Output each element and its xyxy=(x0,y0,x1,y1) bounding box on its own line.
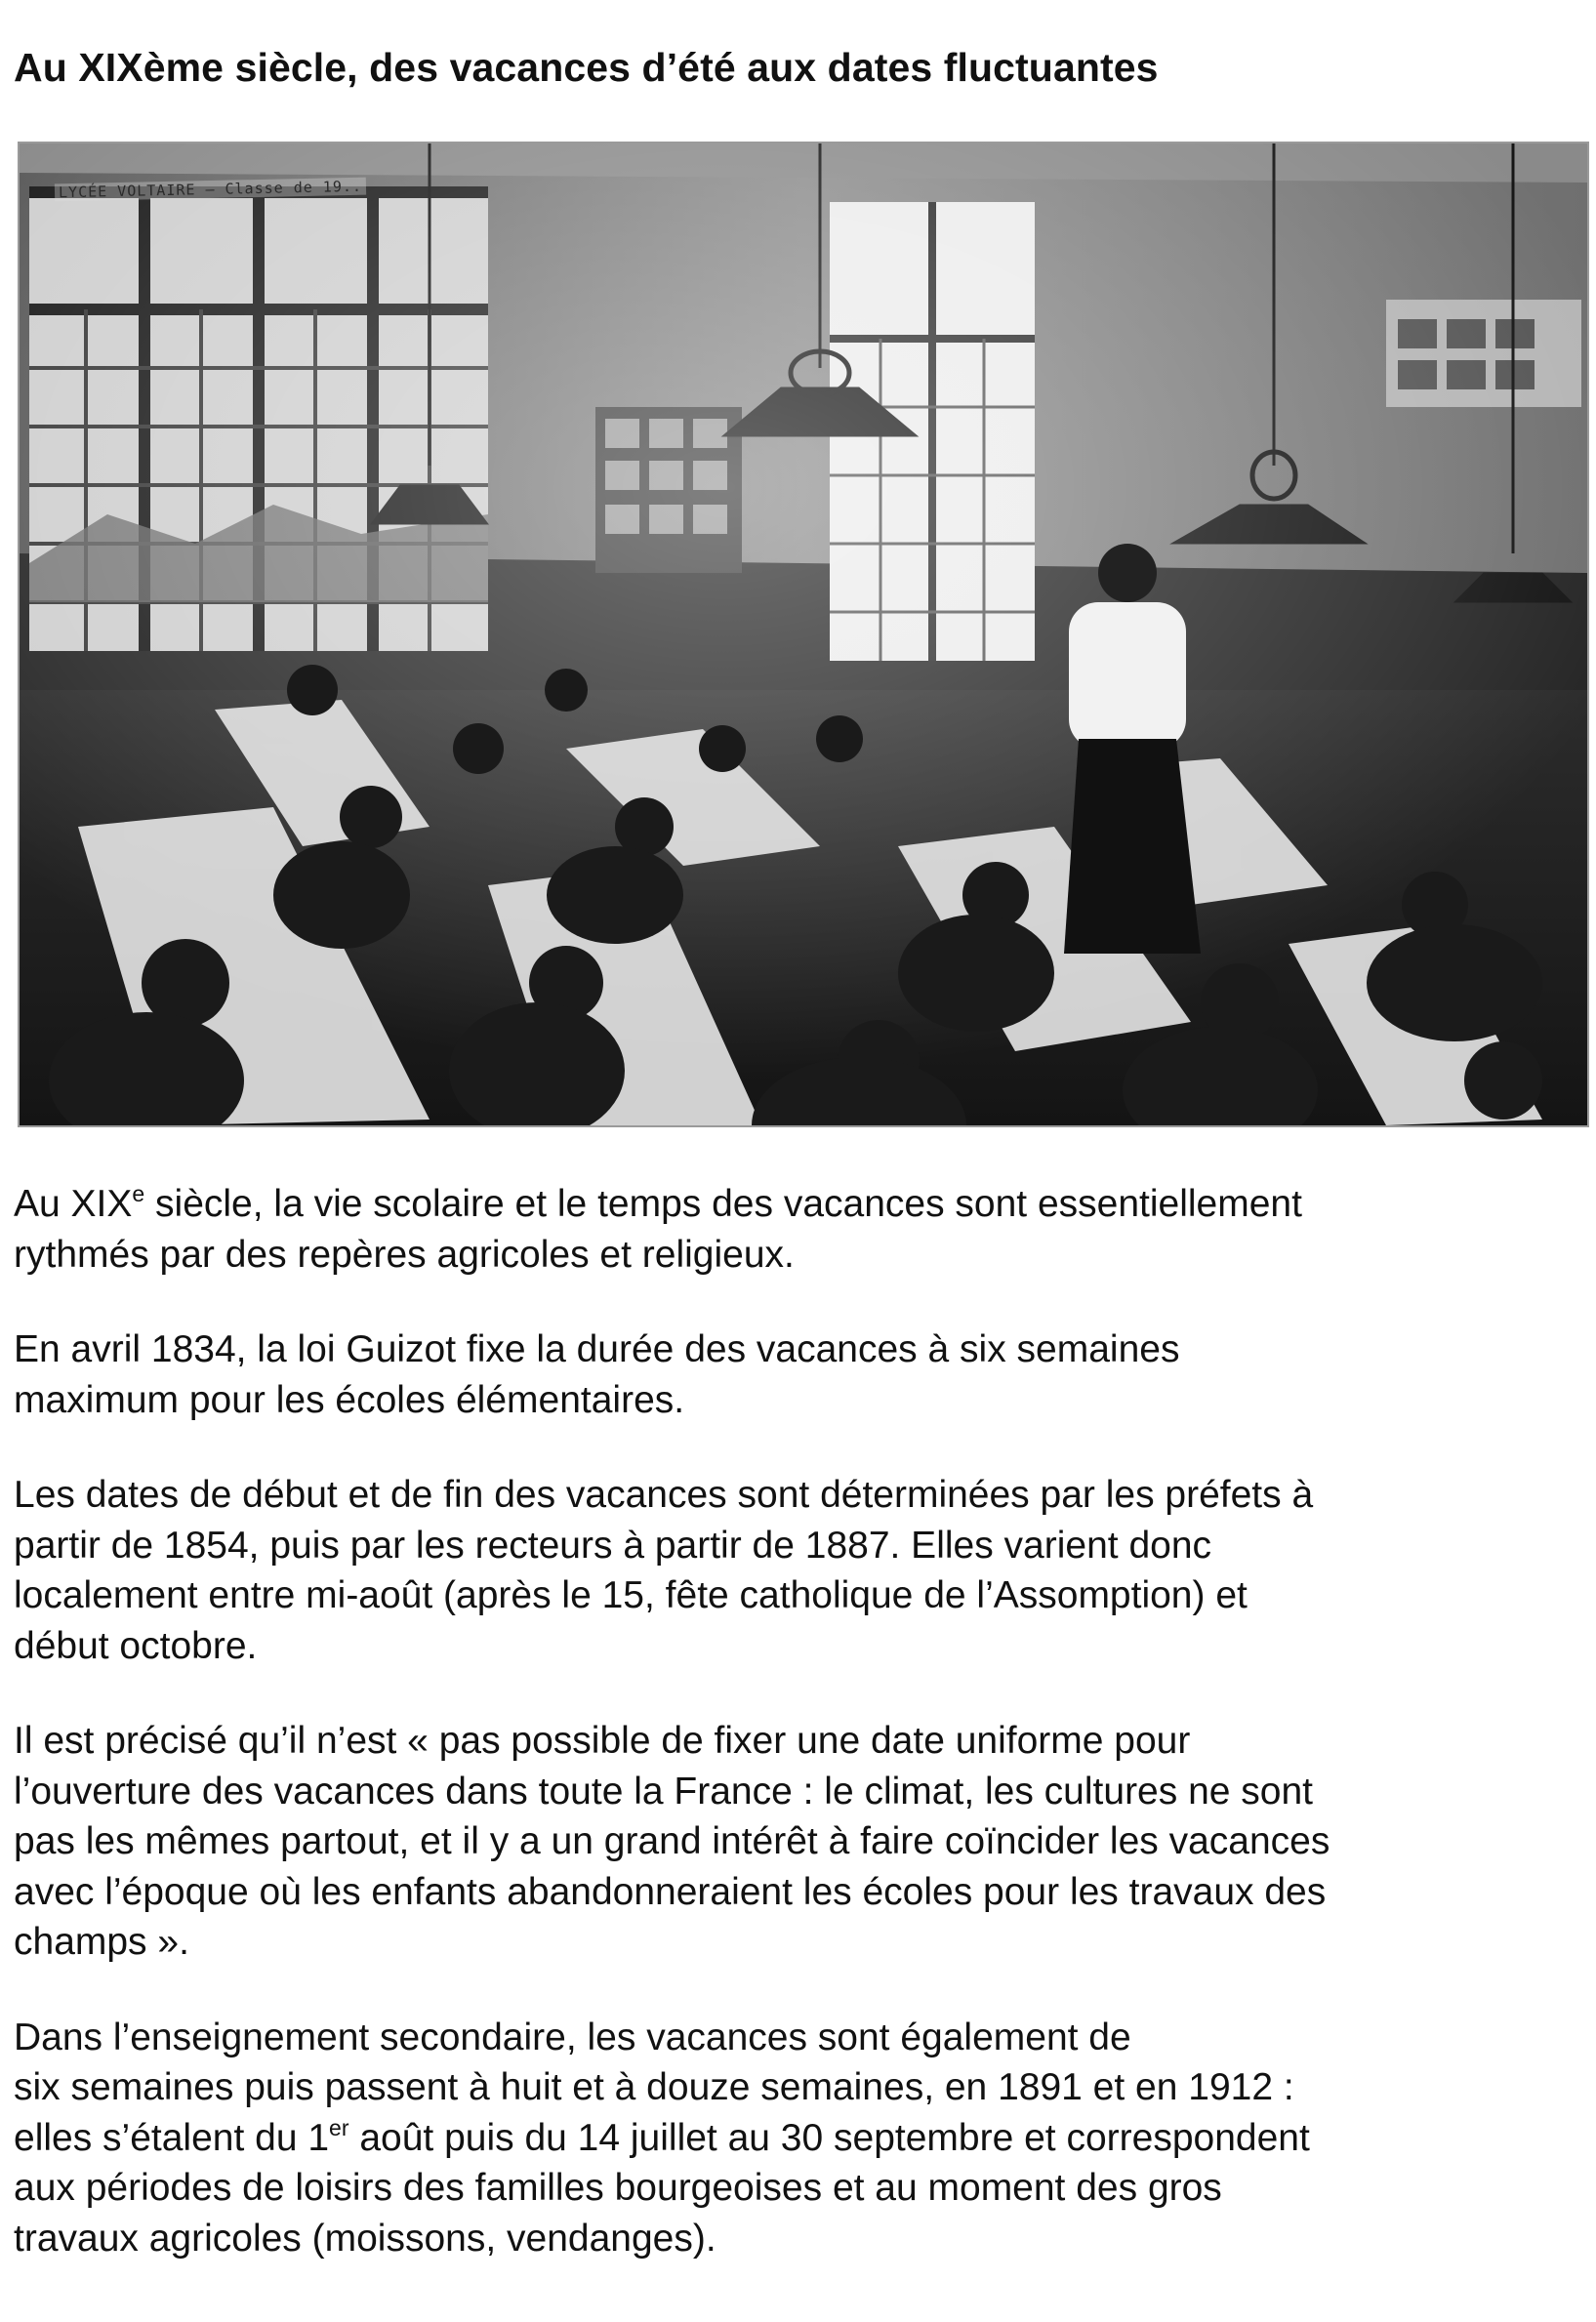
p1-line-2: rythmés par des repères agricoles et religieux. xyxy=(14,1233,795,1276)
p4-line-2: l’ouverture des vacances dans toute la France : le climat, les cultures ne sont xyxy=(14,1770,1314,1813)
p5-line-5: travaux agricoles (moissons, vendanges). xyxy=(14,2217,716,2260)
page-title: Au XIXème siècle, des vacances d’été aux dates fluctuantes xyxy=(14,45,1159,90)
p5-line-3b: août puis du 14 juillet au 30 septembre et correspondent xyxy=(348,2116,1310,2159)
p5-superscript: er xyxy=(329,2114,349,2140)
p4-line-4: avec l’époque où les enfants abandonneraient les écoles pour les travaux des xyxy=(14,1870,1327,1913)
article-body xyxy=(14,1179,1585,2308)
p1-line-1b: siècle, la vie scolaire et le temps des vacances sont essentiellement xyxy=(144,1183,1302,1225)
p4-line-3: pas les mêmes partout, et il y a un grand intérêt à faire coïncider les vacances xyxy=(14,1820,1330,1862)
paragraph-1 xyxy=(14,1179,1585,1280)
p3-line-1: Les dates de début et de fin des vacances sont déterminées par les préfets à xyxy=(14,1474,1314,1516)
p5-line-2: six semaines puis passent à huit et à douze semaines, en 1891 et en 1912 : xyxy=(14,2066,1294,2108)
p3-line-2: partir de 1854, puis par les recteurs à partir de 1887. Elles varient donc xyxy=(14,1524,1212,1567)
p1-superscript: e xyxy=(132,1181,145,1206)
p4-line-1: Il est précisé qu’il n’est « pas possible de fixer une date uniforme pour xyxy=(14,1720,1191,1762)
p3-line-4: début octobre. xyxy=(14,1624,258,1667)
p5-line-3a: elles s’étalent du 1 xyxy=(14,2116,330,2159)
p2-line-2: maximum pour les écoles élémentaires. xyxy=(14,1378,685,1421)
classroom-photo xyxy=(18,142,1589,1127)
p1-line-1a: Au XIX xyxy=(14,1183,133,1225)
classroom-photo-illustration xyxy=(20,143,1587,1125)
p5-line-1: Dans l’enseignement secondaire, les vacances sont également de xyxy=(14,2016,1131,2058)
paragraph-4 xyxy=(14,1716,1585,1968)
paragraph-2 xyxy=(14,1324,1585,1425)
p5-line-4: aux périodes de loisirs des familles bourgeoises et au moment des gros xyxy=(14,2167,1222,2209)
p2-line-1: En avril 1834, la loi Guizot fixe la durée des vacances à six semaines xyxy=(14,1328,1180,1370)
p4-line-5: champs ». xyxy=(14,1921,189,1963)
paragraph-5 xyxy=(14,2013,1585,2264)
paragraph-3 xyxy=(14,1470,1585,1671)
photo-caption: LYCÉE VOLTAIRE — Classe de 19.. xyxy=(55,178,366,202)
p3-line-3: localement entre mi-août (après le 15, fête catholique de l’Assomption) et xyxy=(14,1574,1248,1616)
